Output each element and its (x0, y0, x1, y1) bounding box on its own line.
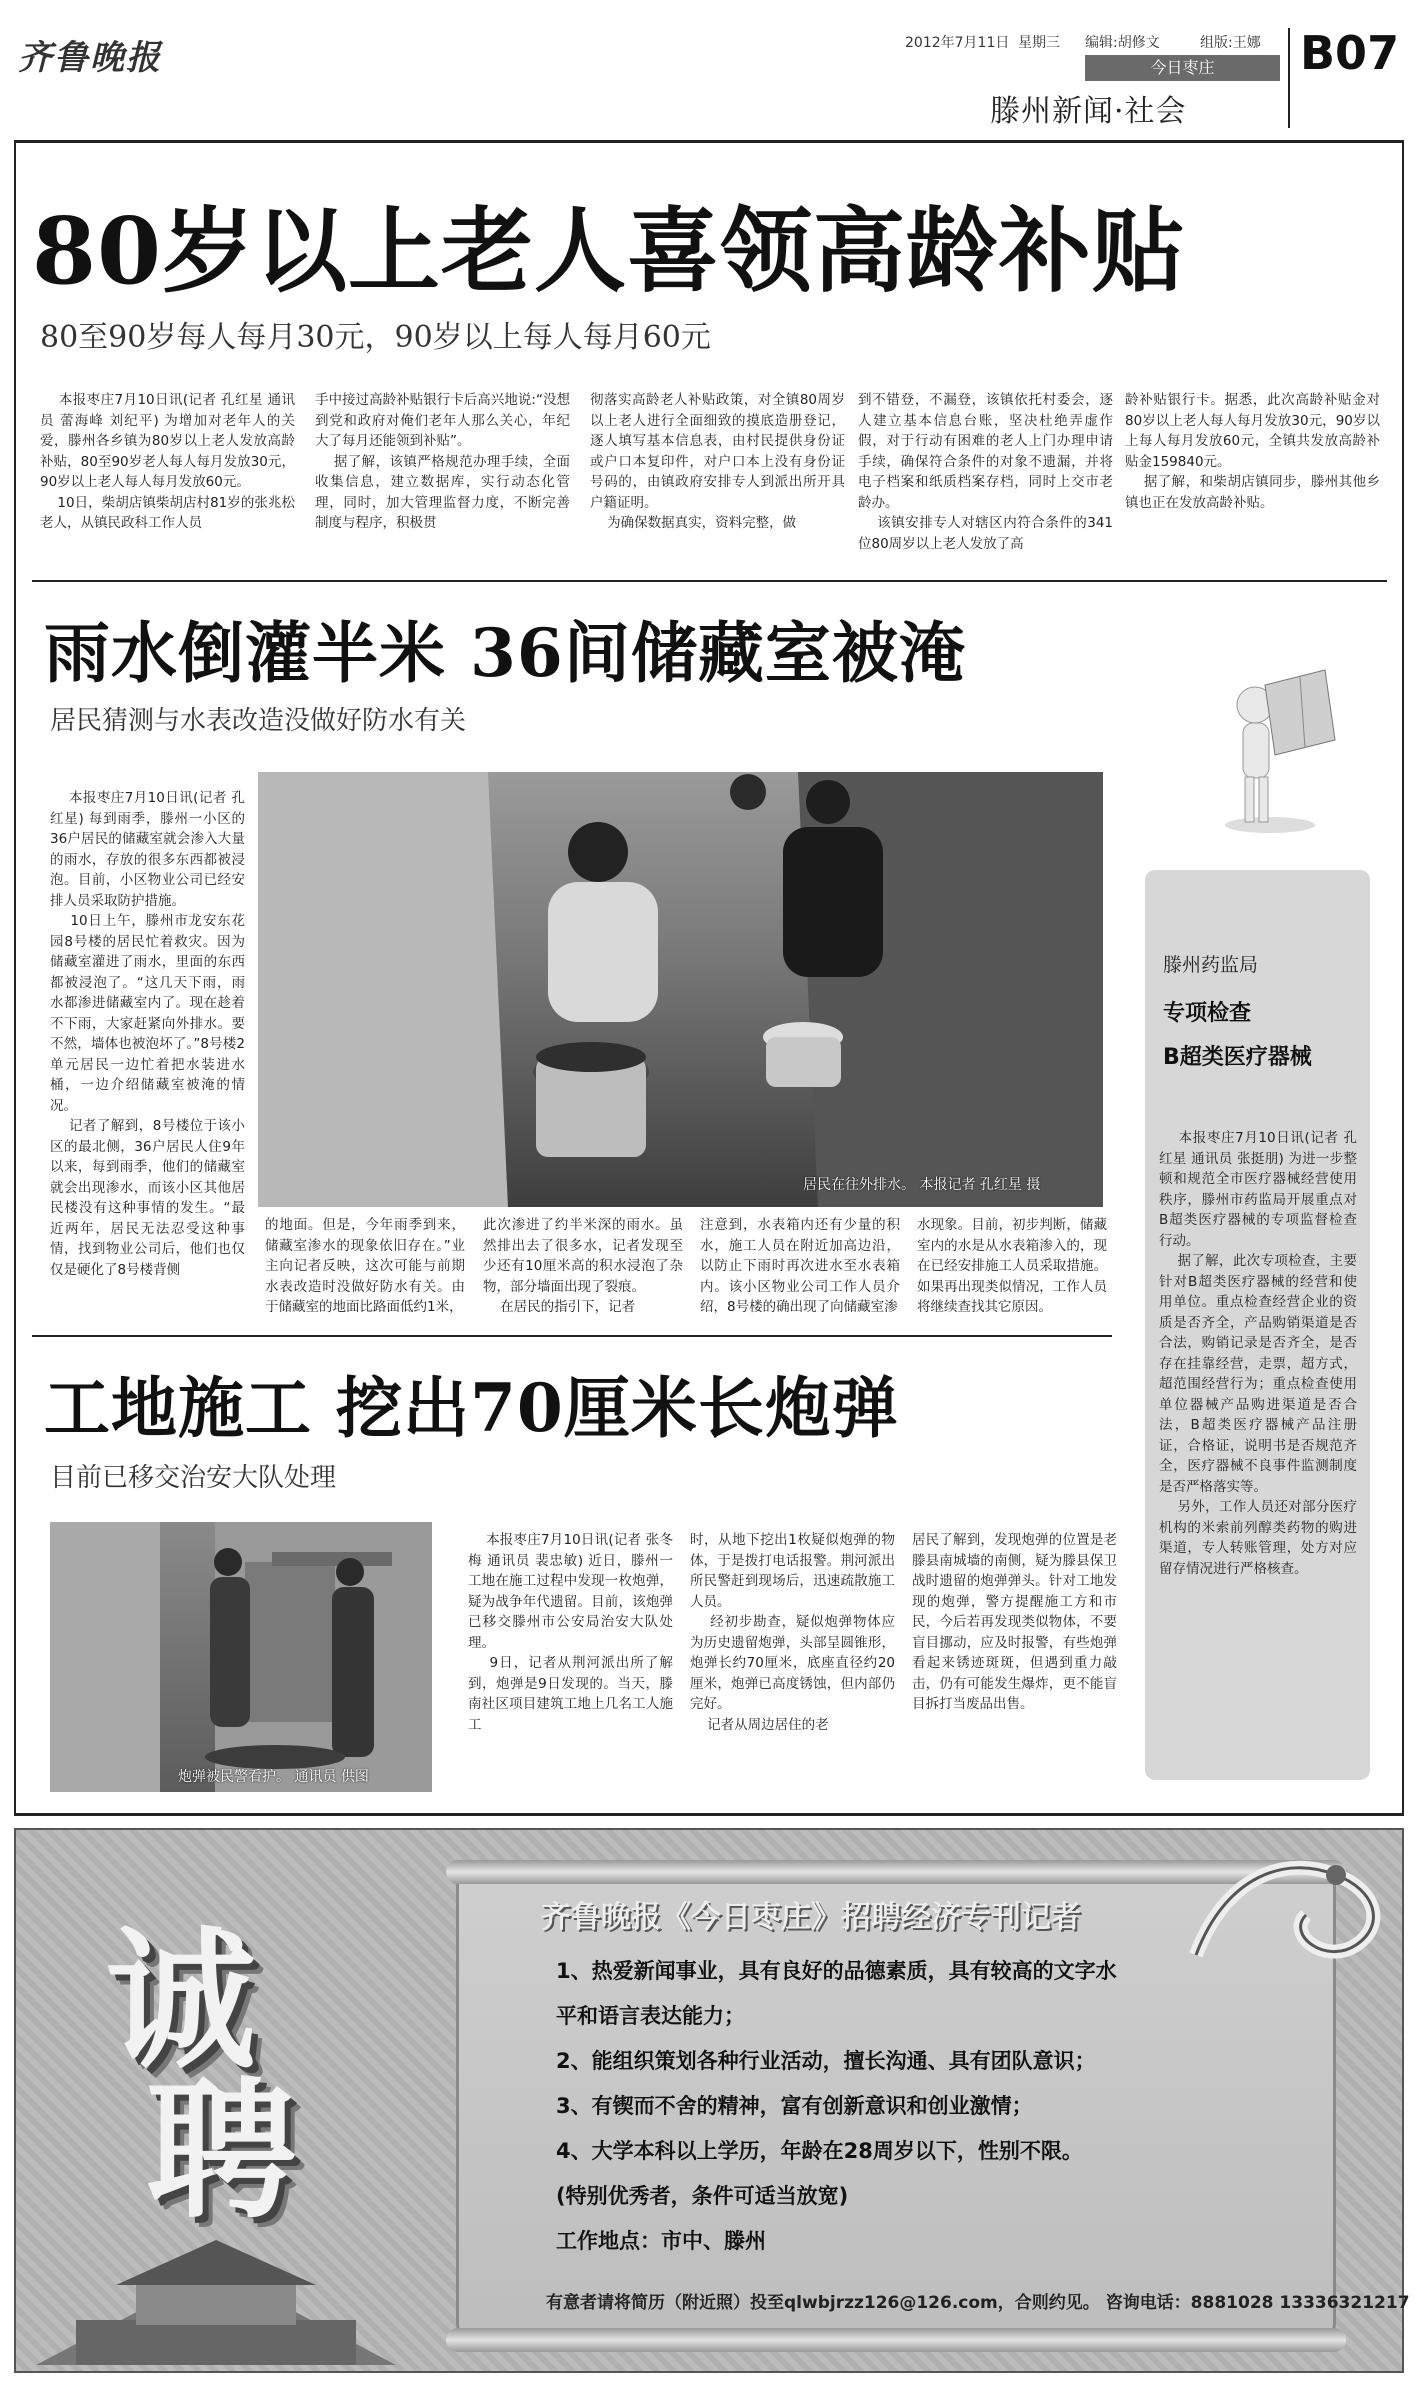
section-title: 滕州新闻·社会 (990, 94, 1187, 129)
ad-title: 齐鲁晚报《今日枣庄》招聘经济专刊记者 (541, 1900, 1081, 1935)
ad-item-note: (特别优秀者，条件可适当放宽) (556, 2184, 849, 2208)
dragon-illustration (1186, 1835, 1396, 1985)
story2-column-5: 水现象。目前，初步判断，储藏室内的水是从水表箱渗入的，现在已经安排施工人员采取措施。如果再出现类似情况，工作人员将继续查找其它原因。 (917, 1217, 1107, 1315)
layout-credit: 组版:王娜 (1200, 35, 1261, 51)
ad-big-char-2: 聘 (146, 2063, 297, 2239)
ad-work-location: 工作地点：市中、滕州 (556, 2229, 766, 2253)
story1-column-4: 到不错登，不漏登，该镇依托村委会，逐人建立基本信息台账，坚决杜绝弄虚作假，对于行动有困难的老人上门办理申请手续，确保符合条件的对象不遗漏，并将电子档案和纸质档案存档，同时上交市老龄办。 该镇安排专人对辖区内符合条件的341位80周岁以上老人发放了高 (858, 392, 1113, 552)
editor-credit: 编辑:胡修文 (1085, 35, 1160, 51)
story3-column-3: 居民了解到，发现炮弹的位置是老滕县南城墙的南侧，疑为滕县保卫战时遗留的炮弹弹头。针对工地发现的炮弹，警方提醒施工方和市民，今后若再发现类似物体，不要盲目挪动，应及时报警，有些炮弹看起来锈迹斑斑，但遇到重力敲击，仍有可能发生爆炸，更不能盲目拆打当废品出售。 (912, 1532, 1117, 1712)
frame-right (1402, 140, 1404, 1815)
frame-top (14, 140, 1404, 143)
story2-column-1: 本报枣庄7月10日讯(记者 孔红星) 每到雨季，滕州一小区的36户居民的储藏室就会渗入大量的雨水，存放的很多东西都被浸泡。目前，小区物业公司已经安排人员采取防护措施。 10日上午，滕州市龙安东花园8号楼的居民忙着救灾。因为储藏室灌进了雨水，里面的东西都被浸泡了。“这几天下雨，雨水都渗进储藏室内了。现在趁着不下雨，大家赶紧向外排水。要不然，墙体也被泡坏了。”8号楼2单元居民一边忙着把水装进水桶，一边介绍储藏室被淹的情况。 记者了解到，8号楼位于该小区的最北侧，36户居民人住9年以来，每到雨季，他们的储藏室就会出现渗水，而该小区其他居民楼没有这种事情的发生。“最近两年，居民无法忍受这种事情，找到物业公司后，他们也仅仅是硬化了8号楼背侧 (50, 790, 245, 1278)
story2-column-3: 此次渗进了约半米深的雨水。虽然排出去了很多水，记者发现至少还有10厘米高的积水浸泡了杂物，部分墙面出现了裂痕。 在居民的指引下，记者 (483, 1217, 683, 1315)
story1-column-5: 龄补贴银行卡。据悉，此次高龄补贴金对80岁以上老人每人每月发放30元，90岁以上每人每月发放60元，全镇共发放高龄补贴金159840元。 据了解，和柴胡店镇同步，滕州其他乡镇也正在发放高龄补贴。 (1125, 392, 1380, 511)
frame-left (14, 140, 16, 1815)
section-tag: 今日枣庄 (1085, 55, 1280, 81)
reading-figure-illustration (1195, 665, 1345, 835)
ad-item-4: 4、大学本科以上学历，年龄在28周岁以下，性别不限。 (556, 2139, 1083, 2163)
sidebar-title-2: B超类医疗器械 (1163, 1045, 1312, 1070)
story3-photo-caption: 炮弹被民警看护。 通讯员 供图 (178, 1769, 369, 1785)
story3-column-2: 时，从地下挖出1枚疑似炮弹的物体，于是拨打电话报警。荆河派出所民警赶到现场后，迅速疏散施工人员。 经初步勘查，疑似炮弹物体应为历史遗留炮弹，头部呈圆锥形，炮弹长约70厘米，底座直径约20厘米，炮弹已高度锈蚀，但内部仍完好。 记者从周边居住的老 (690, 1532, 895, 1733)
ad-item-2: 2、能组织策划各种行业活动，擅长沟通、具有团队意识； (556, 2049, 1096, 2073)
story2-headline: 雨水倒灌半米 36间储藏室被淹 (44, 614, 966, 692)
ad-scroll-bottom-roll (446, 2328, 1346, 2352)
issue-date: 2012年7月11日 (905, 35, 1010, 51)
ad-item-3: 3、有锲而不舍的精神，富有创新意识和创业激情； (556, 2094, 1033, 2118)
story1-subhead: 80至90岁每人每月30元，90岁以上每人每月60元 (40, 320, 711, 355)
story3-subhead: 目前已移交治安大队处理 (50, 1463, 337, 1493)
newspaper-logo: 齐鲁晚报 (18, 38, 162, 78)
story1-headline: 80岁以上老人喜领高龄补贴 (32, 197, 1186, 305)
story1-column-1: 本报枣庄7月10日讯(记者 孔红星 通讯员 蕾海峰 刘纪平) 为增加对老年人的关爱，滕州各乡镇为80岁以上老人发放高龄补贴，80至90岁老人每人每月发放30元，90岁以上老人每人每月发放60元。 10日，柴胡店镇柴胡店村81岁的张兆松老人，从镇民政科工作人员 (40, 392, 295, 531)
story1-bottom-rule (32, 580, 1387, 582)
story2-photo-caption: 居民在往外排水。 本报记者 孔红星 摄 (803, 1177, 1041, 1193)
ad-item-1: 1、热爱新闻事业，具有良好的品德素质，具有较高的文字水 (556, 1959, 1117, 1983)
story1-column-2: 手中接过高龄补贴银行卡后高兴地说:“没想到党和政府对俺们老年人那么关心，年纪大了每月还能领到补贴”。 据了解，该镇严格规范办理手续，全面收集信息，建立数据库，实行动态化管理，同时，加大管理监督力度，不断完善制度与程序，积极贯 (315, 392, 570, 531)
story1-column-3: 彻落实高龄老人补贴政策，对全镇80周岁以上老人进行全面细致的摸底造册登记，逐人填写基本信息表，由村民提供身份证或户口本复印件，对户口本上没有身份证号码的，由镇政府安排专人到派出所开具户籍证明。 为确保数据真实，资料完整，做 (590, 392, 845, 531)
sidebar-title-1: 专项检查 (1163, 1001, 1252, 1026)
ad-contact: 有意者请将简历（附近照）投至qlwbjrzz126@126.com，合则约见。 咨询电话：8881028 13336321217 (546, 2293, 1410, 2313)
story2-subhead: 居民猜测与水表改造没做好防水有关 (50, 706, 467, 736)
story2-photo (258, 772, 1103, 1207)
story2-column-2: 的地面。但是，今年雨季到来，储藏室渗水的现象依旧存在。”业主向记者反映，这次可能与前期水表改造时没做好防水有关。由于储藏室的地面比路面低约1米， (265, 1217, 465, 1315)
ad-big-char-1: 诚 (106, 1913, 257, 2089)
sidebar-panel (1145, 870, 1370, 1780)
story3-column-1: 本报枣庄7月10日讯(记者 张冬梅 通讯员 裴忠敏) 近日，滕州一工地在施工过程中发现一枚炮弹，疑为战争年代遗留。目前，该炮弹已移交滕州市公安局治安大队处理。 9日，记者从荆河派出所了解到，炮弹是9日发现的。当天，滕南社区项目建筑工地上几名工人施工 (468, 1532, 673, 1733)
sidebar-body: 本报枣庄7月10日讯(记者 孔红星 通讯员 张挺朋) 为进一步整顿和规范全市医疗器械经营使用秩序，滕州市药监局开展重点对B超类医疗器械的专项监督检查行动。 据了解，此次专项检查，主要针对B超类医疗器械的经营和使用单位。重点检查经营企业的资质是否齐全，产品购销渠道是否合法，购销记录是否齐全，是否存在挂靠经营，走票，超方式，超范围经营行为；重点检查使用单位器械产品购进渠道是否合法，B超类医疗器械产品注册证，合格证，说明书是否规范齐全，医疗器械不良事件监测制度是否严格落实等。 另外，工作人员还对部分医疗机构的米索前列醇类药物的购进渠道，专人转账管理，处方对应留存情况进行严格核查。 (1159, 1130, 1357, 1577)
ad-item-1-cont: 平和语言表达能力； (556, 2004, 745, 2028)
sidebar-source: 滕州药监局 (1163, 954, 1259, 976)
story2-column-4: 注意到，水表箱内还有少量的积水，施工人员在附近加高边沿，以防止下雨时再次进水至水表箱内。该小区物业公司工作人员介绍，8号楼的确出现了向储藏室渗 (700, 1217, 900, 1315)
masthead-vertical-divider (1288, 28, 1290, 128)
frame-bottom (14, 1813, 1404, 1816)
story3-headline: 工地施工 挖出70厘米长炮弹 (44, 1369, 899, 1447)
masthead (0, 0, 1417, 140)
recruitment-ad (14, 1828, 1410, 2373)
story2-bottom-rule (32, 1335, 1112, 1337)
issue-weekday: 星期三 (1018, 35, 1060, 51)
page-number: B07 (1300, 26, 1400, 80)
story3-photo (50, 1522, 432, 1792)
